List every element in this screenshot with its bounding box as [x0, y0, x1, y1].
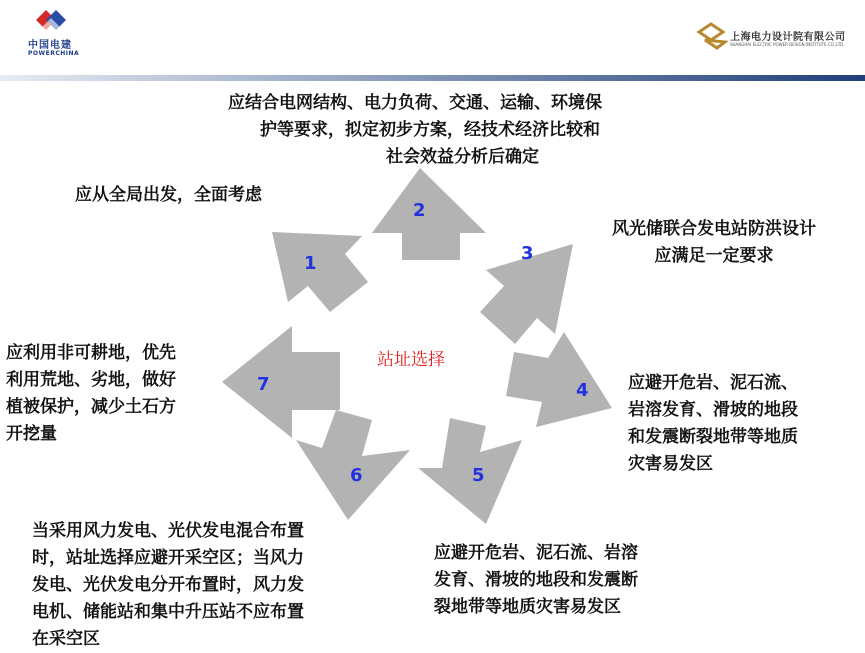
step-number-6: 6 — [350, 465, 363, 486]
step-number-3: 3 — [521, 243, 534, 264]
step-number-2: 2 — [413, 200, 426, 221]
text-block-2: 应结合电网结构、电力负荷、交通、运输、环境保 护等要求，拟定初步方案，经技术经济比较和 社会效益分析后确定 — [228, 93, 602, 167]
text-block-7: 应利用非可耕地，优先 利用荒地、劣地，做好 植被保护，减少土石方 开挖量 — [6, 343, 176, 444]
text-block-4: 应避开危岩、泥石流、 岩溶发育、滑坡的地段 和发震断裂地带等地质 灾害易发区 — [628, 373, 798, 474]
arrow-4 — [506, 332, 612, 427]
arrow-5 — [418, 418, 522, 524]
step-number-7: 7 — [257, 374, 270, 395]
text-block-1: 应从全局出发，全面考虑 — [75, 185, 262, 205]
arrow-2 — [372, 168, 486, 260]
text-block-3: 风光储联合发电站防洪设计 应满足一定要求 — [612, 219, 816, 266]
right-logo-en: SHANGHAI ELECTRIC POWER DESIGN INSTITUTE CO.,LTD. — [730, 42, 845, 47]
step-number-4: 4 — [576, 380, 589, 401]
arrow-7 — [222, 326, 340, 438]
step-number-1: 1 — [304, 253, 317, 274]
left-logo-cn: 中国电建 — [28, 40, 72, 51]
center-label: 站址选择 — [377, 350, 445, 370]
step-number-5: 5 — [472, 465, 485, 486]
right-logo-cn: 上海电力设计院有限公司 — [730, 32, 846, 43]
arrow-1 — [272, 232, 368, 312]
text-block-6: 当采用风力发电、光伏发电混合布置 时，站址选择应避开采空区；当风力 发电、光伏发电分开布置时，风力发 电机、储能站和集中升压站不应布置 在采空区 — [32, 521, 304, 649]
text-block-5: 应避开危岩、泥石流、岩溶 发育、滑坡的地段和发震断 裂地带等地质灾害易发区 — [434, 543, 638, 617]
left-logo-en: POWERCHINA — [28, 50, 80, 57]
